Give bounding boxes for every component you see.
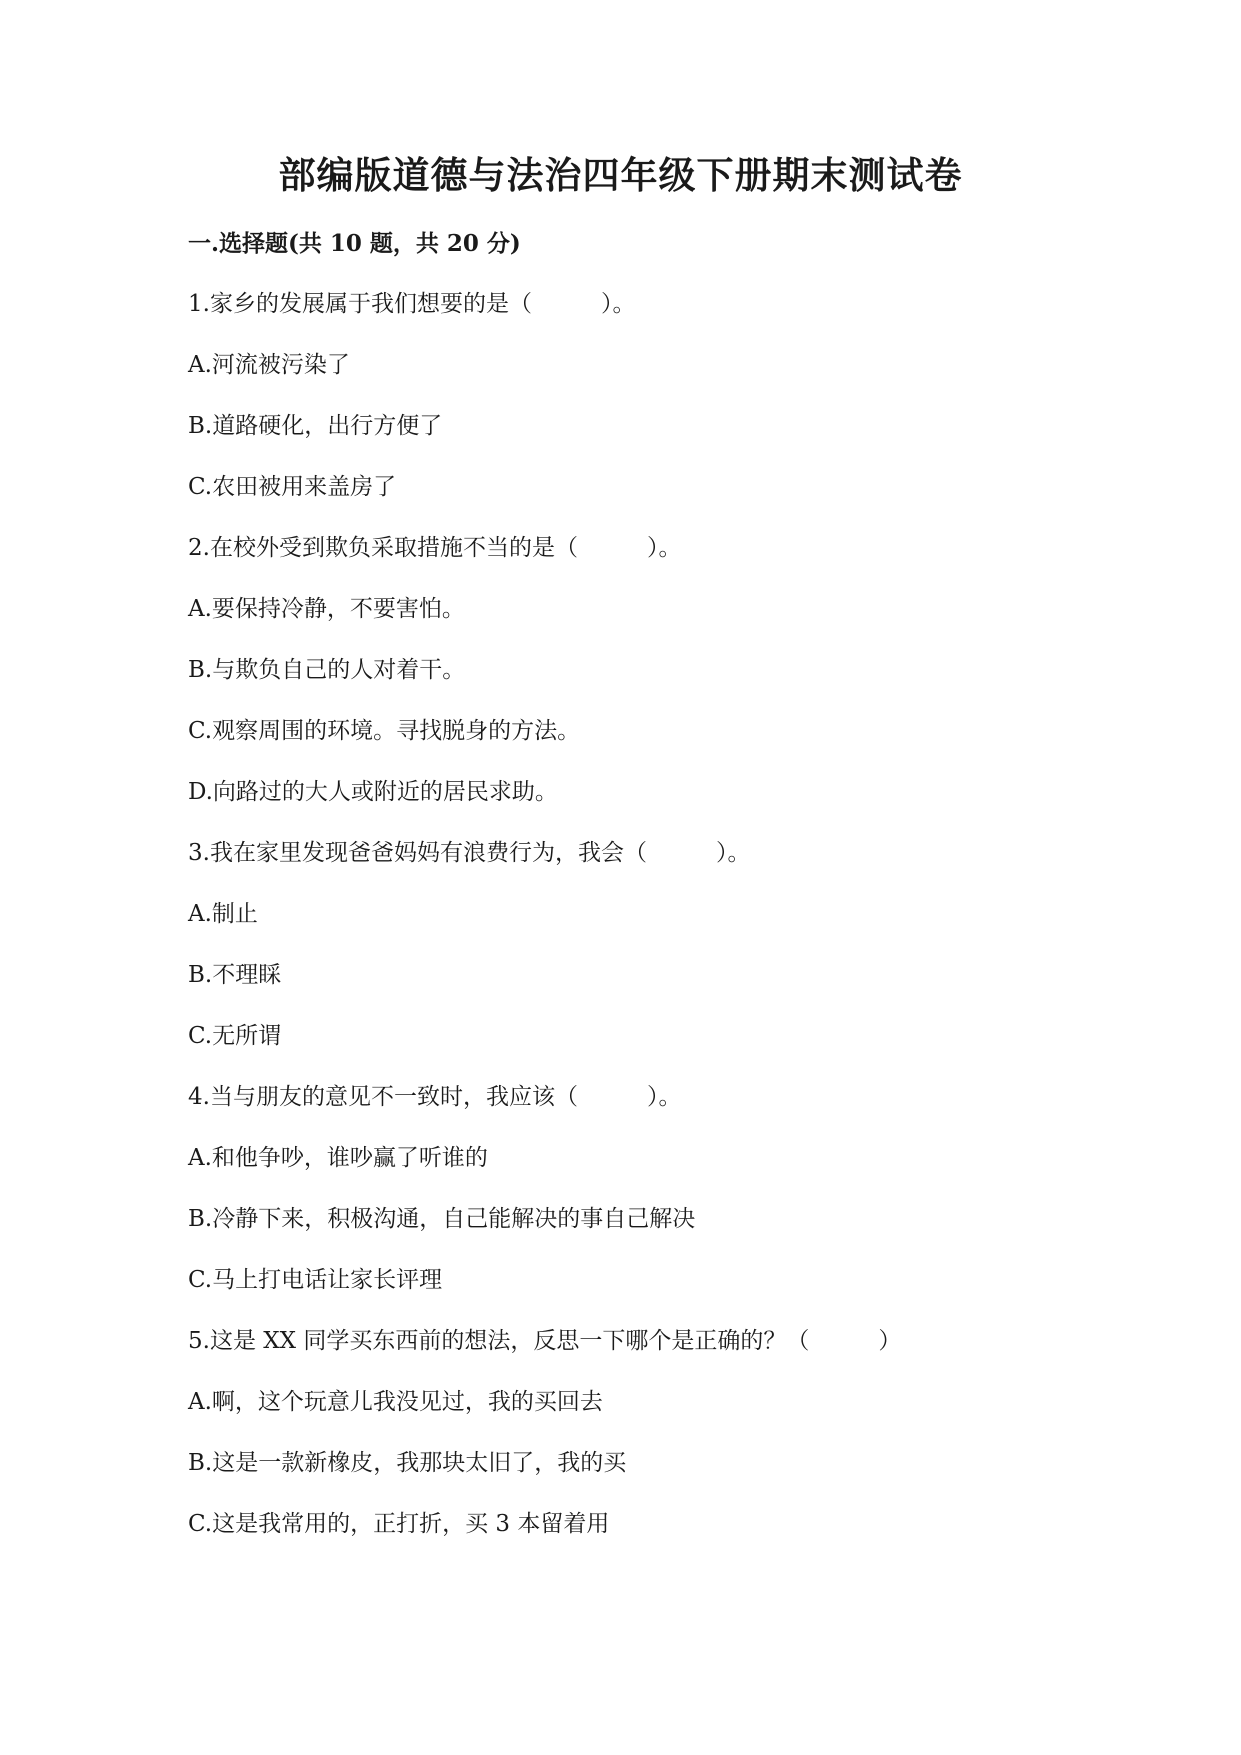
option-2d: D.向路过的大人或附近的居民求助。 bbox=[188, 779, 558, 805]
option-5b: B.这是一款新橡皮，我那块太旧了，我的买 bbox=[188, 1450, 627, 1476]
option-5a: A.啊，这个玩意儿我没见过，我的买回去 bbox=[188, 1389, 603, 1415]
document-title: 部编版道德与法治四年级下册期末测试卷 bbox=[278, 153, 963, 197]
option-1a: A.河流被污染了 bbox=[188, 352, 350, 378]
option-4a: A.和他争吵，谁吵赢了听谁的 bbox=[188, 1145, 488, 1171]
option-2a: A.要保持冷静，不要害怕。 bbox=[188, 596, 465, 622]
option-2b: B.与欺负自己的人对着干。 bbox=[188, 657, 466, 683]
section-heading: 一.选择题(共 10 题，共 20 分) bbox=[188, 230, 521, 257]
option-5c: C.这是我常用的，正打折，买 3 本留着用 bbox=[188, 1511, 610, 1537]
option-2c: C.观察周围的环境。寻找脱身的方法。 bbox=[188, 718, 581, 744]
question-3: 3.我在家里发现爸爸妈妈有浪费行为，我会（ ）。 bbox=[188, 840, 751, 866]
option-3a: A.制止 bbox=[188, 901, 258, 927]
option-4c: C.马上打电话让家长评理 bbox=[188, 1267, 443, 1293]
question-2: 2.在校外受到欺负采取措施不当的是（ ）。 bbox=[188, 535, 682, 561]
question-1: 1.家乡的发展属于我们想要的是（ ）。 bbox=[188, 291, 636, 317]
option-4b: B.冷静下来，积极沟通，自己能解决的事自己解决 bbox=[188, 1206, 696, 1232]
option-3b: B.不理睬 bbox=[188, 962, 282, 988]
option-3c: C.无所谓 bbox=[188, 1023, 282, 1049]
option-1c: C.农田被用来盖房了 bbox=[188, 474, 397, 500]
question-5: 5.这是 XX 同学买东西前的想法，反思一下哪个是正确的？（ ） bbox=[188, 1328, 902, 1354]
question-4: 4.当与朋友的意见不一致时，我应该（ ）。 bbox=[188, 1084, 682, 1110]
option-1b: B.道路硬化，出行方便了 bbox=[188, 413, 443, 439]
